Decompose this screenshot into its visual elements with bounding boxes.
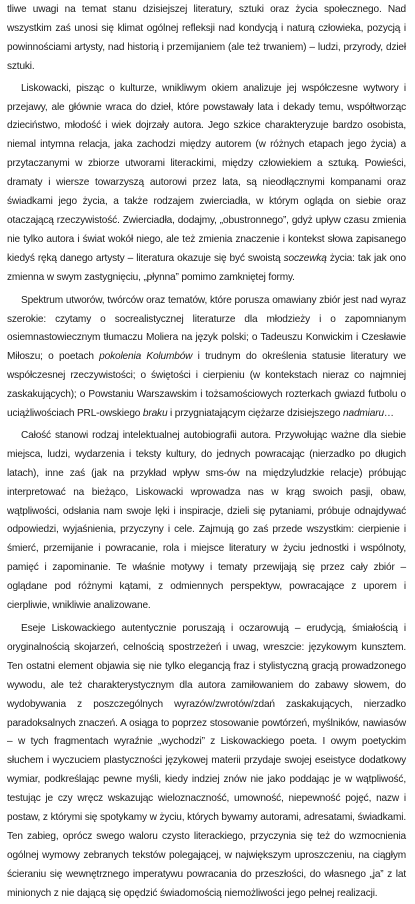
text-run: Liskowacki, pisząc o kulturze, wnikliwym okiem analizuje jej współczesne wytwory i przejawy, ale głównie wraca do dzieł, które powstawały lata i dekady temu, współtworząc dzieciństwo, młodość i wiek dojrzały autora. Jego szkice charakteryzuje bardzo osobista, niemal intymna relacja, jaka zachodzi między autorem (w różnych etapach jego życia) a przytaczanymi w zbiorze utworami literackimi, między człowiekiem a sztuką. Powieści, dramaty i wiersze towarzyszą autorowi przez lata, są nieodłącznymi kompanami oraz świadkami jego życia, a także rodzajem zwierciadła, w którym ogląda on siebie oraz otaczającą rzeczywistość. Zwierciadła, dodajmy, „obustronnego”, gdyż upływ czasu zmienia nie tylko autora i świat wokół niego, ale też zmienia znaczenie i kontekst słowa zapisanego kiedyś ręką danego artysty – literatura okazuje się być swoistą: [7, 82, 406, 264]
text-run: …: [383, 408, 394, 420]
text-run: Całość stanowi rodzaj intelektualnej autobiografii autora. Przywołując ważne dla siebie miejsca, ludzi, wydarzenia i teksty kultury, do jednych powracając (nierzadko po długich latach), inne zaś (jak na przykład wpływ sms-ów na międzyludzkie relacje) próbując interpretować na bieżąco, Liskowacki wprowadza nas w krąg swoich pasji, obaw, wątpliwości, odsłania nam swoje lęki i inspiracje, dzieli się pytaniami, próbuje odnajdywać odpowiedzi, wyjaśnienia, przyczyny i cele. Zajmują go zaś przede wszystkim: cierpienie i śmierć, przemijanie i powracanie, rola i miejsce literatury w życiu jednostki i wspólnoty, pamięć i zapominanie. Te właśnie motywy i tematy przewijają się przez cały zbiór – oglądane pod różnymi kątami, z odmiennych perspektyw, powracające z uporem i cierpliwie, wnikliwie analizowane.: [7, 429, 406, 612]
text-run: życia: tak jak ono zmienna w swym zastygnięciu, „płynna” pomimo zamkniętej formy.: [7, 252, 406, 283]
paragraph: [7, 427, 406, 616]
italic-phrase: braku: [142, 408, 168, 420]
italic-phrase: soczewką: [283, 252, 327, 264]
text-run: tliwe uwagi na temat stanu dzisiejszej literatury, sztuki oraz życia społecznego. Nad wszystkim zaś unosi się klimat ogólnej refleksji nad kondycją i naturą człowieka, pozycją i powinnościami artysty, nad historią i przemijaniem (ale też trwaniem) – ludzi, przyrody, dzieł sztuki.: [7, 4, 406, 72]
paragraph: [7, 1, 406, 77]
text-run: Eseje Liskowackiego autentycznie poruszają i oczarowują – erudycją, śmiałością i oryginalnością skojarzeń, celnością spostrzeżeń i uwag, wreszcie: językowym kunsztem. Ten ostatni element objawia się nie tylko elegancją fraz i stylistyczną gracją prowadzonego wywodu, ale też charakterystycznym dla autora zamiłowaniem do zabawy słowem, do wydobywania z poszczególnych wyrazów/zwrotów/zdań zaskakujących, nierzadko paradoksalnych znaczeń. A osiąga to poprzez stosowanie powtórzeń, myślników, nawiasów – w tych fragmentach wyraźnie „wychodzi” z Liskowackiego poeta. I owym poetyckim słuchem i wyczuciem plastyczności językowej materii przydaje swojej eseistyce dodatkowy wymiar, podkreślając pewne myśli, kiedy indziej znów nie jako poddając je w wątpliwość, testując je czy wręcz wskazując wieloznaczność, umowność, niepewność pojęć, nazw i postaw, z którymi się spotykamy w życiu, których bywamy autorami, adresatami, świadkami. Ten zabieg, oprócz swego waloru czysto literackiego, przyczynia się też do wzmocnienia ogólnej wymowy zebranych tekstów polegającej, w największym uproszczeniu, na ciągłym ścieraniu się wewnętrznego imperatywu powracania do przeszłości, do własnego „ja” z lat minionych z nie dającą się opędzić świadomością niemożliwości jego pełnej realizacji.: [7, 623, 406, 899]
italic-phrase: pokolenia Kolumbów: [99, 351, 193, 363]
paragraph: [7, 620, 406, 904]
text-run: i przygniatającym ciężarze dzisiejszego: [167, 408, 344, 420]
text-run: Spektrum utworów, twórców oraz tematów, które porusza omawiany zbiór jest nad wyraz szerokie: czytamy o socrealistycznej literaturze dla młodzieży i o zapomnianym osiemnastowiecznym tłumaczu Moliera na język polski; o Tadeuszu Konwickim i Czesławie Miłoszu; o poetach: [7, 294, 406, 363]
paragraph: [7, 292, 406, 424]
paragraph: [7, 80, 406, 288]
text-run: i trudnym do określenia statusie literatury we współczesnej rzeczywistości; o świętości i cierpieniu (w kontekstach nieraz co najmniej zaskakujących); o Powstaniu Warszawskim i tożsamościowych rozterkach gwiazd futbolu o uciążliwościach PRL-owskiego: [7, 351, 406, 420]
italic-phrase: nadmiaru: [343, 408, 384, 420]
